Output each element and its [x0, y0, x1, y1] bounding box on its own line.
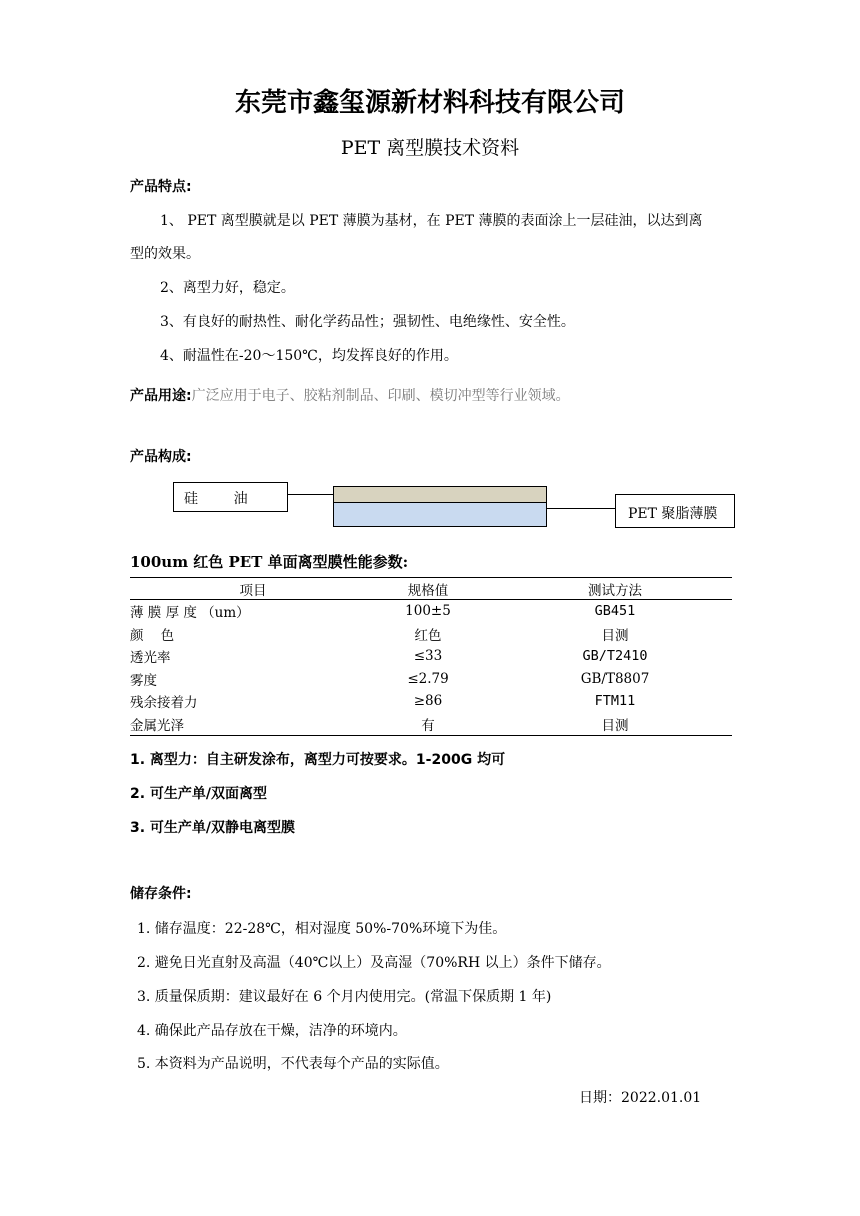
connector-line-left [288, 494, 333, 495]
cell-item: 残余接着力 [130, 695, 198, 712]
composition-heading: 产品构成: [130, 449, 192, 465]
cell-method: GB451 [594, 603, 636, 620]
table-row [130, 713, 732, 736]
column-header-method: 测试方法 [498, 578, 732, 600]
cell-item: 颜 色 [130, 627, 175, 644]
document-date: 日期：2022.01.01 [579, 1090, 702, 1106]
cell-method: 目测 [498, 713, 732, 736]
pet-film-label: PET 聚脂薄膜 [628, 506, 718, 522]
feature-item: 3、有良好的耐热性、耐化学药品性；强韧性、电绝缘性、安全性。 [160, 314, 575, 330]
pet-film-layer [333, 502, 547, 527]
connector-line-right [547, 508, 615, 509]
feature-item: 2、离型力好，稳定。 [160, 280, 295, 296]
silicone-oil-label-box [173, 482, 288, 512]
cell-method: GB/T8807 [580, 670, 650, 687]
cell-spec: 100±5 [405, 603, 451, 620]
cell-method: GB/T2410 [582, 648, 648, 665]
cell-spec: 红色 [414, 627, 442, 644]
spec-table [130, 577, 732, 736]
silicone-layer [333, 486, 547, 503]
feature-item: 型的效果。 [130, 246, 200, 262]
table-header-row [130, 578, 732, 600]
note-item: 3. 可生产单/双静电离型膜 [130, 820, 296, 836]
cell-spec: 有 [358, 713, 498, 736]
document-title: PET 离型膜技术资料 [340, 137, 520, 159]
usage-line [130, 385, 570, 405]
cell-spec: ≥86 [413, 693, 443, 710]
table-row [130, 623, 732, 646]
silicone-oil-label: 硅 油 [184, 491, 248, 507]
cell-item: 透光率 [130, 650, 171, 667]
cell-method: 目测 [601, 627, 629, 644]
cell-spec: ≤33 [413, 648, 443, 665]
storage-item: 4. 确保此产品存放在干燥，洁净的环境内。 [137, 1023, 407, 1039]
cell-spec: ≤2.79 [407, 670, 449, 687]
cell-item: 薄 膜 厚 度 （um） [130, 605, 250, 622]
cell-item: 雾度 [130, 672, 157, 689]
storage-item: 2. 避免日光直射及高温（40℃以上）及高湿（70%RH 以上）条件下储存。 [137, 955, 611, 971]
note-item: 2. 可生产单/双面离型 [130, 786, 268, 802]
feature-item: 1、 PET 离型膜就是以 PET 薄膜为基材，在 PET 薄膜的表面涂上一层硅油，以达到离 [160, 213, 703, 229]
features-heading: 产品特点: [130, 179, 192, 195]
table-row [130, 600, 732, 623]
table-row [130, 690, 732, 713]
column-header-spec: 规格值 [358, 578, 498, 600]
cell-item: 金属光泽 [130, 713, 358, 736]
cell-method: FTM11 [594, 693, 636, 710]
note-item: 1. 离型力：自主研发涂布，离型力可按要求。1-200G 均可 [130, 752, 506, 768]
table-row [130, 668, 732, 691]
usage-label: 产品用途: [130, 388, 192, 404]
table-row [130, 645, 732, 668]
storage-item: 1. 储存温度：22-28℃，相对湿度 50%-70%环境下为佳。 [137, 921, 507, 937]
feature-item: 4、耐温性在-20～150℃，均发挥良好的作用。 [160, 348, 458, 364]
usage-text: 广泛应用于电子、胶粘剂制品、印刷、模切冲型等行业领域。 [191, 388, 570, 404]
storage-item: 5. 本资料为产品说明，不代表每个产品的实际值。 [137, 1056, 449, 1072]
specs-heading: 100um 红色 PET 单面离型膜性能参数: [130, 553, 409, 571]
storage-item: 3. 质量保质期：建议最好在 6 个月内使用完。(常温下保质期 1 年) [137, 989, 552, 1005]
column-header-item: 项目 [130, 578, 358, 600]
company-title: 东莞市鑫玺源新材料科技有限公司 [234, 88, 625, 118]
pet-film-label-box [615, 494, 735, 528]
storage-heading: 储存条件: [130, 886, 192, 902]
